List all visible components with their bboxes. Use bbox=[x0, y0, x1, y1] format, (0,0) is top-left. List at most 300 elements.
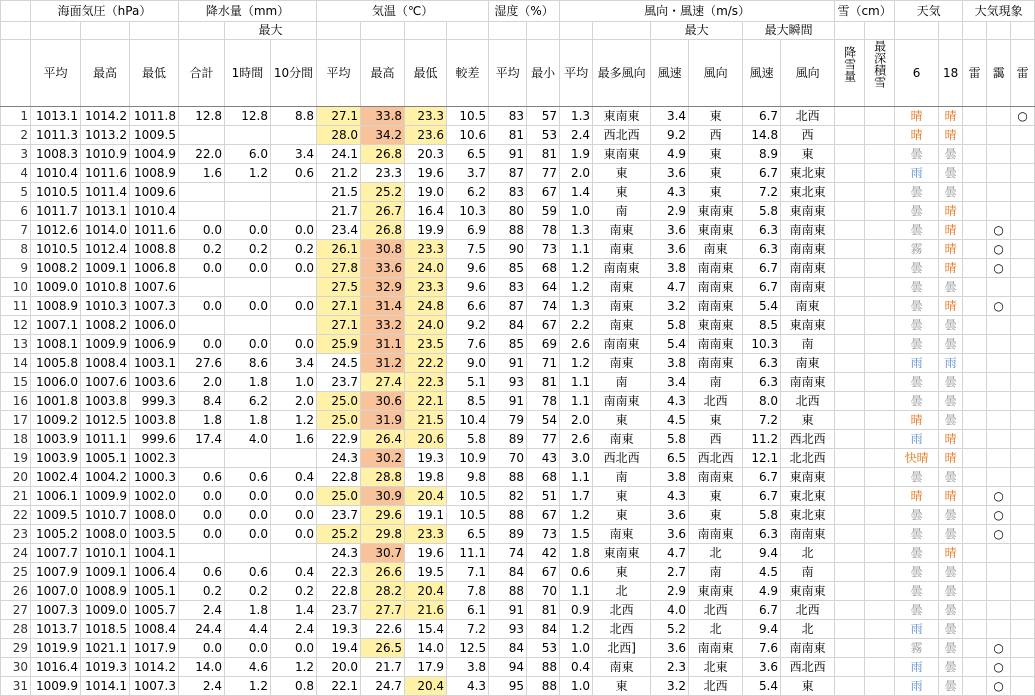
gust-dir-cell: 北西 bbox=[781, 107, 835, 126]
row-number: 3 bbox=[1, 145, 31, 164]
pressure-high-cell: 1019.3 bbox=[81, 658, 130, 677]
col-precip-total: 合計 bbox=[179, 40, 225, 107]
wind-most-dir-cell: 東 bbox=[593, 183, 651, 202]
precip-10m-cell bbox=[271, 278, 317, 297]
temp-high-cell: 26.4 bbox=[361, 430, 405, 449]
precip-total-cell: 17.4 bbox=[179, 430, 225, 449]
wind-most-dir-cell: 南東 bbox=[593, 658, 651, 677]
temp-low-cell: 17.9 bbox=[405, 658, 447, 677]
thunder-cell bbox=[963, 316, 987, 335]
wind-avg-cell: 1.7 bbox=[560, 487, 593, 506]
table-row bbox=[1, 392, 1035, 411]
wind-max-dir-cell: 南 bbox=[689, 563, 743, 582]
wind-avg-cell: 1.1 bbox=[560, 582, 593, 601]
row-number: 4 bbox=[1, 164, 31, 183]
gust-speed-cell: 6.7 bbox=[743, 601, 781, 620]
precip-10m-cell: 1.2 bbox=[271, 411, 317, 430]
wind-max-speed-cell: 4.7 bbox=[651, 544, 689, 563]
weather-6-cell: 曇 bbox=[895, 202, 939, 221]
precip-10m-cell bbox=[271, 544, 317, 563]
table-row bbox=[1, 145, 1035, 164]
weather-18-cell: 曇 bbox=[939, 373, 963, 392]
wind-max-dir-cell: 西北西 bbox=[689, 449, 743, 468]
pressure-avg-cell: 1005.2 bbox=[31, 525, 81, 544]
pressure-low-cell: 1014.2 bbox=[130, 658, 179, 677]
wind-max-dir-cell: 東南東 bbox=[689, 202, 743, 221]
humidity-min-cell: 67 bbox=[527, 563, 560, 582]
temp-avg-cell: 27.8 bbox=[317, 259, 361, 278]
wind-max-speed-cell: 3.6 bbox=[651, 639, 689, 658]
gust-dir-cell: 東北東 bbox=[781, 164, 835, 183]
mist-cell bbox=[987, 620, 1011, 639]
temp-low-cell: 19.1 bbox=[405, 506, 447, 525]
gust-dir-cell: 東北東 bbox=[781, 183, 835, 202]
weather-18-cell: 曇 bbox=[939, 525, 963, 544]
wind-max-dir-cell: 南南東 bbox=[689, 259, 743, 278]
precip-total-cell bbox=[179, 316, 225, 335]
humidity-avg-cell: 94 bbox=[489, 658, 527, 677]
pressure-avg-cell: 1012.6 bbox=[31, 221, 81, 240]
temp-low-cell: 22.1 bbox=[405, 392, 447, 411]
wind-avg-cell: 1.2 bbox=[560, 354, 593, 373]
weather-6-cell: 曇 bbox=[895, 259, 939, 278]
table-row bbox=[1, 544, 1035, 563]
temp-range-cell: 3.7 bbox=[447, 164, 489, 183]
humidity-avg-cell: 93 bbox=[489, 373, 527, 392]
weather-18-cell: 晴 bbox=[939, 240, 963, 259]
gust-speed-cell: 5.4 bbox=[743, 297, 781, 316]
wind-most-dir-cell: 南東 bbox=[593, 278, 651, 297]
wind-max-dir-cell: 南南東 bbox=[689, 639, 743, 658]
weather-18-cell: 曇 bbox=[939, 506, 963, 525]
temp-avg-cell: 24.5 bbox=[317, 354, 361, 373]
humidity-min-cell: 68 bbox=[527, 468, 560, 487]
mist-cell: ○ bbox=[987, 297, 1011, 316]
mist-cell: ○ bbox=[987, 506, 1011, 525]
mist-cell: ○ bbox=[987, 240, 1011, 259]
wind-max-speed-cell: 5.8 bbox=[651, 316, 689, 335]
col-wind-max-dir: 風向 bbox=[689, 40, 743, 107]
precip-1h-cell: 0.6 bbox=[225, 468, 271, 487]
wind-avg-cell: 1.0 bbox=[560, 639, 593, 658]
wind-avg-cell: 1.4 bbox=[560, 183, 593, 202]
pressure-high-cell: 1009.9 bbox=[81, 335, 130, 354]
precip-10m-cell: 1.6 bbox=[271, 430, 317, 449]
snowfall-cell bbox=[835, 107, 865, 126]
row-number: 16 bbox=[1, 392, 31, 411]
lightning-cell bbox=[1011, 525, 1035, 544]
snow-depth-cell bbox=[865, 525, 895, 544]
precip-total-cell: 0.0 bbox=[179, 506, 225, 525]
temp-low-cell: 19.6 bbox=[405, 164, 447, 183]
lightning-cell bbox=[1011, 392, 1035, 411]
gust-speed-cell: 11.2 bbox=[743, 430, 781, 449]
gust-dir-cell: 東南東 bbox=[781, 316, 835, 335]
table-body bbox=[1, 107, 1035, 696]
table-row bbox=[1, 297, 1035, 316]
col-lightning: 雷 bbox=[1011, 40, 1035, 107]
col-snow-deepest: 最深積雪 bbox=[865, 40, 895, 107]
temp-low-cell: 23.3 bbox=[405, 278, 447, 297]
table-row bbox=[1, 316, 1035, 335]
humidity-min-cell: 73 bbox=[527, 525, 560, 544]
snowfall-cell bbox=[835, 601, 865, 620]
humidity-min-cell: 88 bbox=[527, 658, 560, 677]
pressure-low-cell: 1003.6 bbox=[130, 373, 179, 392]
pressure-low-cell: 1005.7 bbox=[130, 601, 179, 620]
row-number: 28 bbox=[1, 620, 31, 639]
weather-18-cell: 曇 bbox=[939, 601, 963, 620]
row-number: 25 bbox=[1, 563, 31, 582]
gust-dir-cell: 東 bbox=[781, 145, 835, 164]
pressure-high-cell: 1014.0 bbox=[81, 221, 130, 240]
precip-1h-cell: 12.8 bbox=[225, 107, 271, 126]
gust-speed-cell: 6.7 bbox=[743, 259, 781, 278]
lightning-cell bbox=[1011, 221, 1035, 240]
table-row bbox=[1, 487, 1035, 506]
temp-range-cell: 9.6 bbox=[447, 278, 489, 297]
temp-range-cell: 6.1 bbox=[447, 601, 489, 620]
wind-avg-cell: 1.3 bbox=[560, 297, 593, 316]
table-row bbox=[1, 240, 1035, 259]
mist-cell: ○ bbox=[987, 658, 1011, 677]
weather-6-cell: 曇 bbox=[895, 373, 939, 392]
temp-range-cell: 10.4 bbox=[447, 411, 489, 430]
temp-avg-cell: 20.0 bbox=[317, 658, 361, 677]
snow-depth-cell bbox=[865, 145, 895, 164]
mist-cell bbox=[987, 278, 1011, 297]
row-number: 26 bbox=[1, 582, 31, 601]
weather-6-cell: 雨 bbox=[895, 430, 939, 449]
col-precip-1h: 1時間 bbox=[225, 40, 271, 107]
pressure-high-cell: 1010.1 bbox=[81, 544, 130, 563]
humidity-avg-cell: 90 bbox=[489, 240, 527, 259]
humidity-avg-cell: 89 bbox=[489, 525, 527, 544]
temp-high-cell: 34.2 bbox=[361, 126, 405, 145]
mist-cell bbox=[987, 335, 1011, 354]
precip-10m-cell bbox=[271, 126, 317, 145]
table-row bbox=[1, 639, 1035, 658]
lightning-cell bbox=[1011, 582, 1035, 601]
snowfall-cell bbox=[835, 259, 865, 278]
precip-1h-cell: 0.2 bbox=[225, 240, 271, 259]
weather-6-cell: 霧 bbox=[895, 240, 939, 259]
snowfall-cell bbox=[835, 240, 865, 259]
pressure-high-cell: 1018.5 bbox=[81, 620, 130, 639]
precip-10m-cell: 0.4 bbox=[271, 563, 317, 582]
precip-total-cell: 1.6 bbox=[179, 164, 225, 183]
temp-range-cell: 6.9 bbox=[447, 221, 489, 240]
weather-18-cell: 曇 bbox=[939, 677, 963, 696]
pressure-avg-cell: 1005.8 bbox=[31, 354, 81, 373]
lightning-cell bbox=[1011, 677, 1035, 696]
wind-avg-cell: 3.0 bbox=[560, 449, 593, 468]
pressure-low-cell: 1008.4 bbox=[130, 620, 179, 639]
temp-low-cell: 20.6 bbox=[405, 430, 447, 449]
gust-dir-cell: 西 bbox=[781, 126, 835, 145]
thunder-cell bbox=[963, 164, 987, 183]
gust-speed-cell: 6.7 bbox=[743, 487, 781, 506]
temp-low-cell: 20.4 bbox=[405, 677, 447, 696]
table-row bbox=[1, 449, 1035, 468]
mist-cell: ○ bbox=[987, 259, 1011, 278]
temp-high-cell: 27.7 bbox=[361, 601, 405, 620]
pressure-low-cell: 1003.5 bbox=[130, 525, 179, 544]
weather-18-cell: 晴 bbox=[939, 544, 963, 563]
precip-10m-cell: 0.0 bbox=[271, 259, 317, 278]
precip-1h-cell bbox=[225, 544, 271, 563]
wind-max-speed-cell: 5.2 bbox=[651, 620, 689, 639]
temp-avg-cell: 22.8 bbox=[317, 468, 361, 487]
precip-1h-cell: 0.0 bbox=[225, 525, 271, 544]
wind-max-dir-cell: 南南東 bbox=[689, 468, 743, 487]
pressure-avg-cell: 1007.0 bbox=[31, 582, 81, 601]
thunder-cell bbox=[963, 126, 987, 145]
temp-range-cell: 6.5 bbox=[447, 525, 489, 544]
weather-6-cell: 曇 bbox=[895, 525, 939, 544]
precip-1h-cell: 4.4 bbox=[225, 620, 271, 639]
wind-max-dir-cell: 南南東 bbox=[689, 335, 743, 354]
humidity-avg-cell: 81 bbox=[489, 126, 527, 145]
snow-depth-cell bbox=[865, 582, 895, 601]
wind-most-dir-cell: 南東 bbox=[593, 297, 651, 316]
precip-total-cell: 27.6 bbox=[179, 354, 225, 373]
table-row bbox=[1, 164, 1035, 183]
pressure-avg-cell: 1013.1 bbox=[31, 107, 81, 126]
wind-avg-cell: 1.3 bbox=[560, 107, 593, 126]
weather-6-cell: 曇 bbox=[895, 316, 939, 335]
temp-range-cell: 8.5 bbox=[447, 392, 489, 411]
temp-high-cell: 22.6 bbox=[361, 620, 405, 639]
table-row bbox=[1, 107, 1035, 126]
humidity-min-cell: 59 bbox=[527, 202, 560, 221]
weather-18-cell: 晴 bbox=[939, 259, 963, 278]
precip-total-cell: 2.4 bbox=[179, 601, 225, 620]
wind-max-speed-cell: 5.8 bbox=[651, 430, 689, 449]
wind-avg-cell: 1.1 bbox=[560, 468, 593, 487]
temp-avg-cell: 24.1 bbox=[317, 145, 361, 164]
wind-header: 風向・風速（m/s） bbox=[560, 1, 835, 22]
pressure-low-cell: 1005.1 bbox=[130, 582, 179, 601]
temp-avg-cell: 22.8 bbox=[317, 582, 361, 601]
precip-10m-cell: 0.0 bbox=[271, 506, 317, 525]
humidity-min-cell: 43 bbox=[527, 449, 560, 468]
pressure-avg-cell: 1009.2 bbox=[31, 411, 81, 430]
pressure-avg-cell: 1011.7 bbox=[31, 202, 81, 221]
temp-range-cell: 9.0 bbox=[447, 354, 489, 373]
col-mist: 靄 bbox=[987, 40, 1011, 107]
precip-10m-cell: 2.0 bbox=[271, 392, 317, 411]
gust-dir-cell: 東南東 bbox=[781, 202, 835, 221]
wind-avg-cell: 1.2 bbox=[560, 620, 593, 639]
temp-high-cell: 27.4 bbox=[361, 373, 405, 392]
humidity-min-cell: 84 bbox=[527, 620, 560, 639]
temp-high-cell: 29.6 bbox=[361, 506, 405, 525]
row-number: 12 bbox=[1, 316, 31, 335]
precip-10m-cell bbox=[271, 202, 317, 221]
temp-avg-cell: 22.3 bbox=[317, 563, 361, 582]
snowfall-cell bbox=[835, 164, 865, 183]
precip-1h-cell: 0.0 bbox=[225, 221, 271, 240]
humidity-min-cell: 70 bbox=[527, 582, 560, 601]
thunder-cell bbox=[963, 107, 987, 126]
weather-6-cell: 曇 bbox=[895, 601, 939, 620]
precip-1h-cell bbox=[225, 183, 271, 202]
temp-avg-cell: 27.1 bbox=[317, 316, 361, 335]
table-row bbox=[1, 183, 1035, 202]
temp-avg-cell: 23.7 bbox=[317, 373, 361, 392]
snowfall-cell bbox=[835, 525, 865, 544]
gust-speed-cell: 6.7 bbox=[743, 468, 781, 487]
col-thunder: 雷 bbox=[963, 40, 987, 107]
weather-6-cell: 曇 bbox=[895, 335, 939, 354]
weather-18-cell: 曇 bbox=[939, 563, 963, 582]
snow-depth-cell bbox=[865, 487, 895, 506]
weather-6-cell: 曇 bbox=[895, 145, 939, 164]
precip-total-cell bbox=[179, 449, 225, 468]
wind-max-dir-cell: 南南東 bbox=[689, 354, 743, 373]
pressure-header: 海面気圧（hPa） bbox=[31, 1, 179, 22]
lightning-cell bbox=[1011, 278, 1035, 297]
pressure-avg-cell: 1009.9 bbox=[31, 677, 81, 696]
humidity-min-cell: 53 bbox=[527, 639, 560, 658]
gust-dir-cell: 南東 bbox=[781, 297, 835, 316]
mist-cell bbox=[987, 202, 1011, 221]
weather-18-cell: 曇 bbox=[939, 639, 963, 658]
snow-depth-cell bbox=[865, 221, 895, 240]
thunder-cell bbox=[963, 430, 987, 449]
pressure-high-cell: 1021.1 bbox=[81, 639, 130, 658]
gust-speed-cell: 7.2 bbox=[743, 183, 781, 202]
mist-cell bbox=[987, 145, 1011, 164]
precip-1h-cell: 4.0 bbox=[225, 430, 271, 449]
temp-avg-cell: 28.0 bbox=[317, 126, 361, 145]
pressure-avg-cell: 1019.9 bbox=[31, 639, 81, 658]
lightning-cell bbox=[1011, 354, 1035, 373]
mist-cell bbox=[987, 582, 1011, 601]
mist-cell bbox=[987, 373, 1011, 392]
pressure-avg-cell: 1006.0 bbox=[31, 373, 81, 392]
weather-6-cell: 雨 bbox=[895, 164, 939, 183]
table-row bbox=[1, 601, 1035, 620]
snow-depth-cell bbox=[865, 563, 895, 582]
snow-depth-cell bbox=[865, 449, 895, 468]
temp-avg-cell: 22.9 bbox=[317, 430, 361, 449]
table-row bbox=[1, 658, 1035, 677]
temp-range-cell: 7.8 bbox=[447, 582, 489, 601]
row-number: 8 bbox=[1, 240, 31, 259]
temp-low-cell: 23.3 bbox=[405, 240, 447, 259]
temp-range-cell: 12.5 bbox=[447, 639, 489, 658]
humidity-avg-cell: 85 bbox=[489, 259, 527, 278]
temp-low-cell: 19.6 bbox=[405, 544, 447, 563]
gust-dir-cell: 東 bbox=[781, 411, 835, 430]
lightning-cell bbox=[1011, 506, 1035, 525]
humidity-avg-cell: 74 bbox=[489, 544, 527, 563]
wind-max-speed-cell: 3.6 bbox=[651, 221, 689, 240]
wind-max-speed-cell: 6.5 bbox=[651, 449, 689, 468]
snow-depth-cell bbox=[865, 411, 895, 430]
gust-speed-cell: 6.3 bbox=[743, 525, 781, 544]
pressure-avg-cell: 1008.3 bbox=[31, 145, 81, 164]
wind-most-dir-cell: 南 bbox=[593, 373, 651, 392]
humidity-min-cell: 81 bbox=[527, 373, 560, 392]
snowfall-cell bbox=[835, 411, 865, 430]
humidity-min-cell: 88 bbox=[527, 677, 560, 696]
temp-low-cell: 19.5 bbox=[405, 563, 447, 582]
gust-dir-cell: 北西 bbox=[781, 392, 835, 411]
weather-18-cell: 晴 bbox=[939, 126, 963, 145]
gust-speed-cell: 9.4 bbox=[743, 544, 781, 563]
humidity-min-cell: 78 bbox=[527, 392, 560, 411]
precip-10m-cell: 0.0 bbox=[271, 487, 317, 506]
gust-dir-cell: 北西 bbox=[781, 601, 835, 620]
snow-depth-cell bbox=[865, 639, 895, 658]
humidity-avg-cell: 91 bbox=[489, 145, 527, 164]
temp-high-cell: 31.9 bbox=[361, 411, 405, 430]
temp-range-cell: 6.6 bbox=[447, 297, 489, 316]
wind-max-speed-cell: 3.6 bbox=[651, 164, 689, 183]
gust-speed-cell: 4.9 bbox=[743, 582, 781, 601]
temp-low-cell: 15.4 bbox=[405, 620, 447, 639]
humidity-min-cell: 69 bbox=[527, 335, 560, 354]
snowfall-cell bbox=[835, 373, 865, 392]
pressure-low-cell: 1008.8 bbox=[130, 240, 179, 259]
temp-low-cell: 14.0 bbox=[405, 639, 447, 658]
weather-18-cell: 曇 bbox=[939, 183, 963, 202]
wind-avg-cell: 1.0 bbox=[560, 677, 593, 696]
temp-high-cell: 30.7 bbox=[361, 544, 405, 563]
precip-1h-cell: 0.0 bbox=[225, 297, 271, 316]
humidity-avg-cell: 87 bbox=[489, 297, 527, 316]
table-row bbox=[1, 221, 1035, 240]
snowfall-cell bbox=[835, 620, 865, 639]
lightning-cell bbox=[1011, 126, 1035, 145]
gust-speed-cell: 6.3 bbox=[743, 354, 781, 373]
wind-max-dir-cell: 南東 bbox=[689, 240, 743, 259]
wind-most-dir-cell: 南東 bbox=[593, 430, 651, 449]
snow-depth-cell bbox=[865, 240, 895, 259]
row-number: 17 bbox=[1, 411, 31, 430]
temp-low-cell: 19.3 bbox=[405, 449, 447, 468]
precip-1h-cell: 1.8 bbox=[225, 601, 271, 620]
snowfall-cell bbox=[835, 354, 865, 373]
col-gust-speed: 風速 bbox=[743, 40, 781, 107]
wind-most-dir-cell: 北西 bbox=[593, 601, 651, 620]
gust-speed-cell: 8.0 bbox=[743, 392, 781, 411]
table-row bbox=[1, 430, 1035, 449]
temp-avg-cell: 19.4 bbox=[317, 639, 361, 658]
pressure-avg-cell: 1013.7 bbox=[31, 620, 81, 639]
temp-range-cell: 10.3 bbox=[447, 202, 489, 221]
temp-range-cell: 10.5 bbox=[447, 506, 489, 525]
temp-low-cell: 24.0 bbox=[405, 316, 447, 335]
precip-1h-cell: 0.0 bbox=[225, 639, 271, 658]
pressure-low-cell: 1007.6 bbox=[130, 278, 179, 297]
precip-10m-cell: 2.4 bbox=[271, 620, 317, 639]
temp-high-cell: 25.2 bbox=[361, 183, 405, 202]
lightning-cell bbox=[1011, 563, 1035, 582]
col-wind-avg: 平均 bbox=[560, 40, 593, 107]
humidity-min-cell: 67 bbox=[527, 316, 560, 335]
snowfall-cell bbox=[835, 658, 865, 677]
precip-10m-cell: 0.0 bbox=[271, 297, 317, 316]
lightning-cell bbox=[1011, 601, 1035, 620]
precip-10m-cell bbox=[271, 183, 317, 202]
weather-6-cell: 雨 bbox=[895, 658, 939, 677]
precip-total-cell: 0.0 bbox=[179, 525, 225, 544]
weather-18-cell: 曇 bbox=[939, 335, 963, 354]
